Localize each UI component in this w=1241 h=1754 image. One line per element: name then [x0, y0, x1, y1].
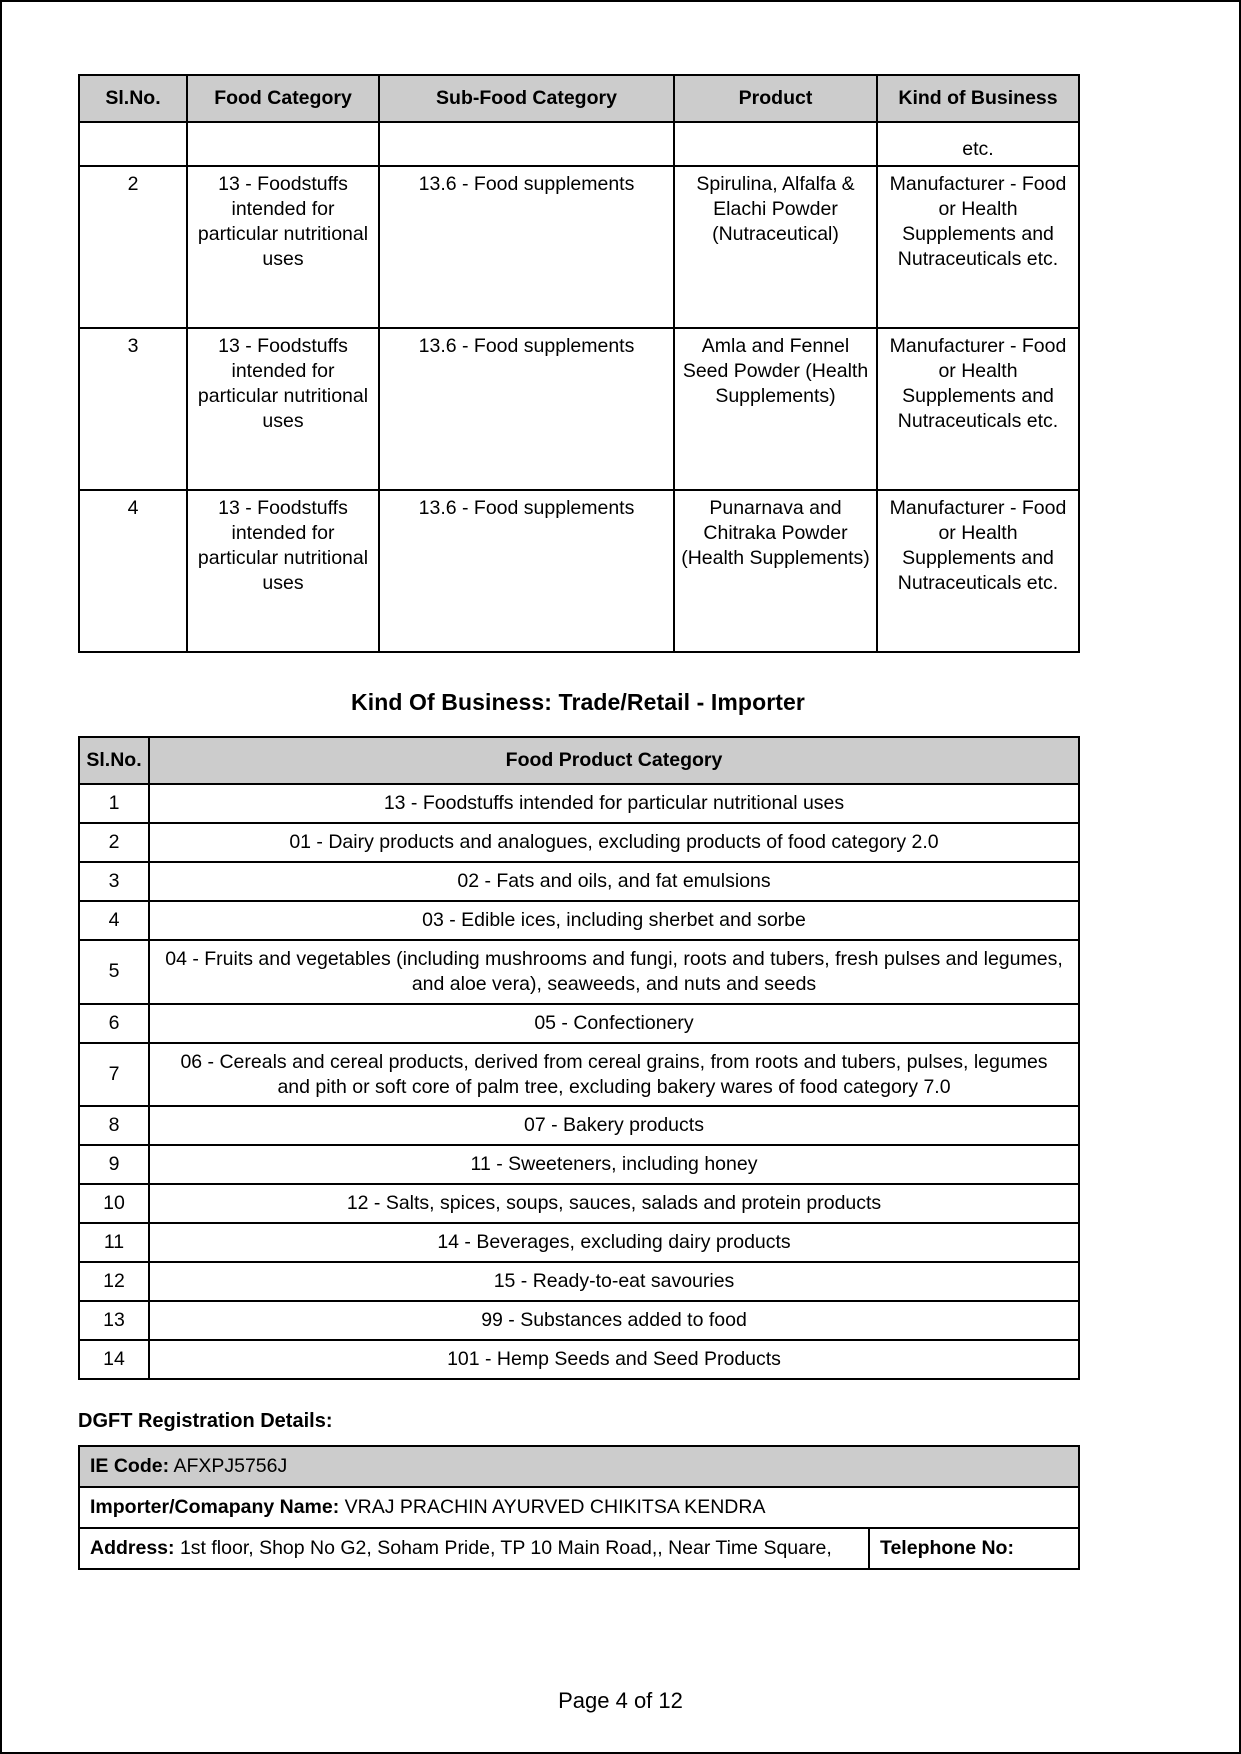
importer-name-value: VRAJ PRACHIN AYURVED CHIKITSA KENDRA	[344, 1496, 766, 1519]
page-content	[78, 2, 1078, 1570]
cell-product: Spirulina, Alfalfa & Elachi Powder (Nutraceutical)	[674, 166, 877, 328]
kind-of-business-title: Kind Of Business: Trade/Retail - Importer	[351, 688, 805, 715]
cell-food-product-category: 01 - Dairy products and analogues, excluding products of food category 2.0	[149, 823, 1079, 862]
cell-food-product-category: 13 - Foodstuffs intended for particular nutritional uses	[149, 784, 1079, 823]
cell-slno: 9	[79, 1145, 149, 1184]
cell-food-category	[187, 122, 379, 166]
dgft-row-address	[79, 1528, 1079, 1569]
cell-kind-of-business: Manufacturer - Food or Health Supplements and Nutraceuticals etc.	[877, 166, 1079, 328]
column-header-food-product-category: Food Product Category	[149, 737, 1079, 784]
cell-food-category: 13 - Foodstuffs intended for particular nutritional uses	[187, 328, 379, 490]
categories-table-header-row	[79, 737, 1079, 784]
cell-slno: 6	[79, 1004, 149, 1043]
cell-slno: 3	[79, 328, 187, 490]
cell-food-product-category: 04 - Fruits and vegetables (including mushrooms and fungi, roots and tubers, fresh pulses and legumes, and aloe vera), seaweeds, and nuts and seeds	[149, 940, 1079, 1004]
column-header-kind-of-business: Kind of Business	[877, 75, 1079, 122]
cell-sub-food-category: 13.6 - Food supplements	[379, 328, 674, 490]
cell-slno: 14	[79, 1340, 149, 1379]
categories-table-body	[79, 784, 1079, 1379]
table-row	[79, 1262, 1079, 1301]
column-header-slno: Sl.No.	[79, 75, 187, 122]
table-row	[79, 328, 1079, 490]
table-row	[79, 166, 1079, 328]
cell-slno: 2	[79, 166, 187, 328]
cell-importer-name	[79, 1487, 1079, 1528]
table-row	[79, 1145, 1079, 1184]
cell-slno: 1	[79, 784, 149, 823]
food-product-category-table	[78, 736, 1080, 1380]
cell-slno: 5	[79, 940, 149, 1004]
cell-food-product-category: 05 - Confectionery	[149, 1004, 1079, 1043]
table-row	[79, 490, 1079, 652]
products-table-head	[79, 75, 1079, 122]
cell-slno: 12	[79, 1262, 149, 1301]
column-header-food-category: Food Category	[187, 75, 379, 122]
cell-food-category: 13 - Foodstuffs intended for particular nutritional uses	[187, 166, 379, 328]
cell-slno: 11	[79, 1223, 149, 1262]
table-row	[79, 1223, 1079, 1262]
cell-product: Amla and Fennel Seed Powder (Health Supplements)	[674, 328, 877, 490]
column-header-product: Product	[674, 75, 877, 122]
address-value: 1st floor, Shop No G2, Soham Pride, TP 10 Main Road,, Near Time Square,	[179, 1537, 832, 1560]
cell-product: Punarnava and Chitraka Powder (Health Supplements)	[674, 490, 877, 652]
cell-slno: 3	[79, 862, 149, 901]
table-row	[79, 1184, 1079, 1223]
cell-food-product-category: 99 - Substances added to food	[149, 1301, 1079, 1340]
importer-name-label: Importer/Comapany Name:	[90, 1496, 340, 1519]
table-row	[79, 823, 1079, 862]
cell-kind-of-business: Manufacturer - Food or Health Supplements and Nutraceuticals etc.	[877, 490, 1079, 652]
cell-slno: 2	[79, 823, 149, 862]
products-table-header-row	[79, 75, 1079, 122]
cell-slno: 13	[79, 1301, 149, 1340]
products-table-body	[79, 122, 1079, 652]
cell-ie-code	[79, 1446, 1079, 1487]
cell-kind-of-business: etc.	[877, 122, 1079, 166]
cell-food-category: 13 - Foodstuffs intended for particular nutritional uses	[187, 490, 379, 652]
table-row	[79, 862, 1079, 901]
table-row	[79, 1106, 1079, 1145]
cell-slno	[79, 122, 187, 166]
cell-food-product-category: 11 - Sweeteners, including honey	[149, 1145, 1079, 1184]
cell-slno: 7	[79, 1043, 149, 1107]
dgft-row-importer-name	[79, 1487, 1079, 1528]
column-header-sub-food-category: Sub-Food Category	[379, 75, 674, 122]
cell-sub-food-category	[379, 122, 674, 166]
cell-food-product-category: 101 - Hemp Seeds and Seed Products	[149, 1340, 1079, 1379]
cell-slno: 10	[79, 1184, 149, 1223]
dgft-table-body	[79, 1446, 1079, 1569]
ie-code-value: AFXPJ5756J	[173, 1455, 288, 1478]
cell-food-product-category: 03 - Edible ices, including sherbet and sorbe	[149, 901, 1079, 940]
table-row	[79, 784, 1079, 823]
dgft-registration-heading: DGFT Registration Details:	[78, 1410, 333, 1433]
cell-food-product-category: 02 - Fats and oils, and fat emulsions	[149, 862, 1079, 901]
cell-sub-food-category: 13.6 - Food supplements	[379, 490, 674, 652]
table-row	[79, 1340, 1079, 1379]
products-table	[78, 74, 1080, 653]
cell-food-product-category: 14 - Beverages, excluding dairy products	[149, 1223, 1079, 1262]
cell-food-product-category: 12 - Salts, spices, soups, sauces, salads and protein products	[149, 1184, 1079, 1223]
address-label: Address:	[90, 1537, 175, 1560]
cell-telephone	[869, 1528, 1079, 1569]
cell-slno: 4	[79, 901, 149, 940]
column-header-slno: Sl.No.	[79, 737, 149, 784]
table-row	[79, 1301, 1079, 1340]
table-row	[79, 1004, 1079, 1043]
cell-kind-of-business: Manufacturer - Food or Health Supplements and Nutraceuticals etc.	[877, 328, 1079, 490]
cell-food-product-category: 07 - Bakery products	[149, 1106, 1079, 1145]
cell-food-product-category: 06 - Cereals and cereal products, derived from cereal grains, from roots and tubers, pulses, legumes and pith or soft core of palm tree, excluding bakery wares of food category 7.0	[149, 1043, 1079, 1107]
cell-product	[674, 122, 877, 166]
page-footer: Page 4 of 12	[558, 1688, 683, 1713]
cell-food-product-category: 15 - Ready-to-eat savouries	[149, 1262, 1079, 1301]
cell-slno: 8	[79, 1106, 149, 1145]
telephone-label: Telephone No:	[880, 1537, 1014, 1560]
table-row	[79, 901, 1079, 940]
categories-table-head	[79, 737, 1079, 784]
dgft-row-ie-code	[79, 1446, 1079, 1487]
cell-slno: 4	[79, 490, 187, 652]
table-row-continued	[79, 122, 1079, 166]
ie-code-label: IE Code:	[90, 1455, 170, 1478]
table-row	[79, 1043, 1079, 1107]
table-row	[79, 940, 1079, 1004]
cell-address	[79, 1528, 869, 1569]
cell-sub-food-category: 13.6 - Food supplements	[379, 166, 674, 328]
dgft-details-table	[78, 1445, 1080, 1570]
